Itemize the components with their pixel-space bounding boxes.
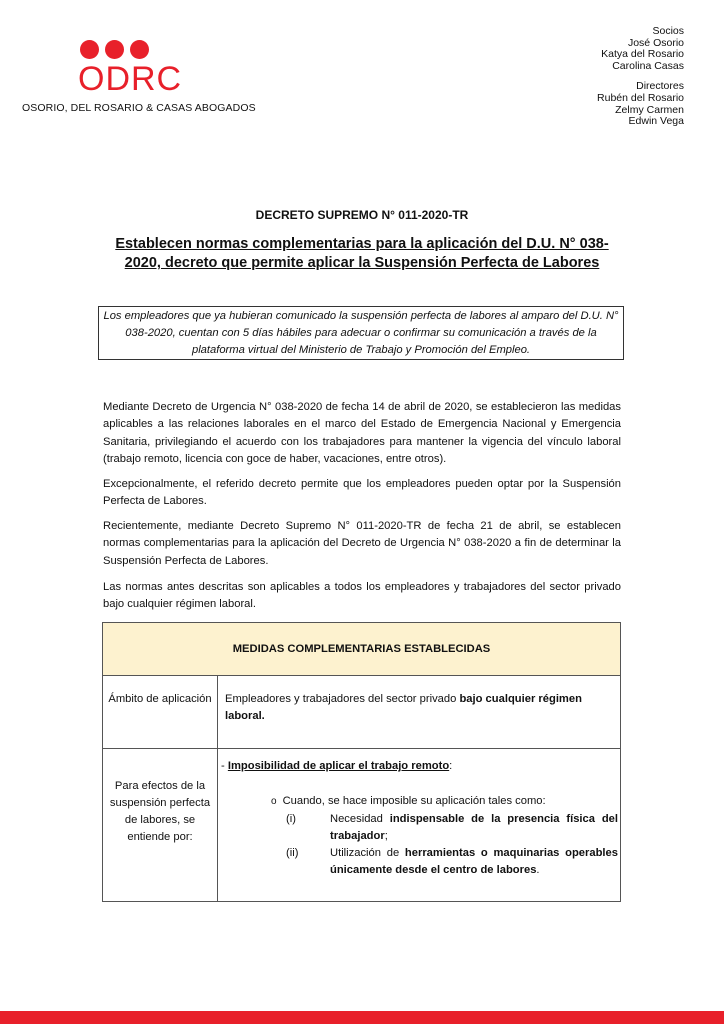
body-paragraph: Recientemente, mediante Decreto Supremo N° 011-2020-TR de fecha 21 de abril, se establecen normas complementarias para la aplicación del Decreto de Urgencia N° 038-2020 a fin de determinar la Suspensión Perfecta de Labores.: [103, 520, 621, 567]
partner-name: Katya del Rosario: [601, 48, 684, 61]
bullet-item: [271, 795, 546, 807]
row-text-scope: [225, 691, 615, 725]
heading-prefix: -: [221, 760, 228, 772]
body-paragraph: Mediante Decreto de Urgencia N° 038-2020 de fecha 14 de abril de 2020, se establecieron las medidas aplicables a las relaciones laborales en el marco del Estado de Emergencia Nacional y Emergencia Sanitaria, privilegiando el acuerdo con los trabajadores para mantener la vigencia del vínculo laboral (trabajo remoto, licencia con goce de haber, vacaciones, entre otros).: [103, 401, 621, 466]
director-name: Zelmy Carmen: [615, 103, 684, 116]
enum-number: (i): [286, 813, 296, 825]
logo-dot: [80, 40, 99, 59]
directores-label: Directores: [636, 80, 684, 93]
row-label-scope: Ámbito de aplicación: [108, 693, 212, 705]
enum-text: [330, 845, 618, 879]
measures-table: [102, 622, 621, 902]
partners-list: [597, 26, 684, 137]
enum-text-plain: ;: [384, 830, 388, 842]
logo-subtitle: OSORIO, DEL ROSARIO & CASAS ABOGADOS: [22, 102, 256, 114]
row-label-definition: Para efectos de la suspensión perfecta de labores, se entiende por:: [109, 780, 211, 843]
summary-box: Los empleadores que ya hubieran comunicado la suspensión perfecta de labores al amparo del D.U. N° 038-2020, cuentan con 5 días hábiles para adecuar o confirmar su comunicación a través de la plataforma virtual del Ministerio de Trabajo y Promoción del Empleo.: [98, 306, 624, 360]
table-header: MEDIDAS COMPLEMENTARIAS ESTABLECIDAS: [103, 623, 620, 676]
director-name: Rubén del Rosario: [597, 91, 684, 104]
partner-name: Carolina Casas: [612, 59, 684, 72]
bullet-circle-icon: o: [271, 796, 277, 807]
enum-text-plain: Necesidad: [330, 813, 390, 825]
scope-text-bold: bajo cualquier régimen laboral.: [225, 693, 582, 722]
enum-text-plain: .: [536, 864, 540, 876]
bullet-text: Cuando, se hace imposible su aplicación tales como:: [282, 795, 546, 807]
main-title: Establecen normas complementarias para la aplicación del D.U. N° 038-2020, decreto que permite aplicar la Suspensión Perfecta de Labores: [115, 236, 609, 271]
remote-work-heading: [221, 760, 452, 772]
heading-underlined: Imposibilidad de aplicar el trabajo remoto: [227, 760, 450, 772]
body-paragraph: Las normas antes descritas son aplicables a todos los empleadores y trabajadores del sector privado bajo cualquier régimen laboral.: [103, 581, 621, 611]
footer-bar: [0, 1011, 724, 1024]
enum-text-bold: indispensable de la presencia física del trabajador: [330, 813, 618, 842]
table-divider: [103, 748, 620, 749]
logo-wordmark: ODRC: [78, 60, 183, 98]
scope-text-plain: Empleadores y trabajadores del sector privado: [225, 693, 460, 705]
director-name: Edwin Vega: [628, 115, 684, 128]
body-paragraph: Excepcionalmente, el referido decreto permite que los empleadores pueden optar por la Suspensión Perfecta de Labores.: [103, 478, 621, 508]
logo-dot: [130, 40, 149, 59]
socios-group: [597, 26, 684, 72]
enum-text: [330, 811, 618, 845]
enum-text-plain: Utilización de: [330, 847, 405, 859]
decree-title: DECRETO SUPREMO N° 011-2020-TR: [255, 208, 469, 222]
socios-label: Socios: [652, 25, 684, 37]
partner-name: José Osorio: [627, 36, 684, 49]
directores-group: [597, 81, 684, 127]
logo-dot: [105, 40, 124, 59]
enum-text-bold: herramientas o maquinarias operables únicamente desde el centro de labores: [330, 847, 618, 876]
heading-suffix: :: [449, 760, 453, 772]
table-divider: [217, 675, 218, 901]
enum-number: (ii): [286, 847, 299, 859]
